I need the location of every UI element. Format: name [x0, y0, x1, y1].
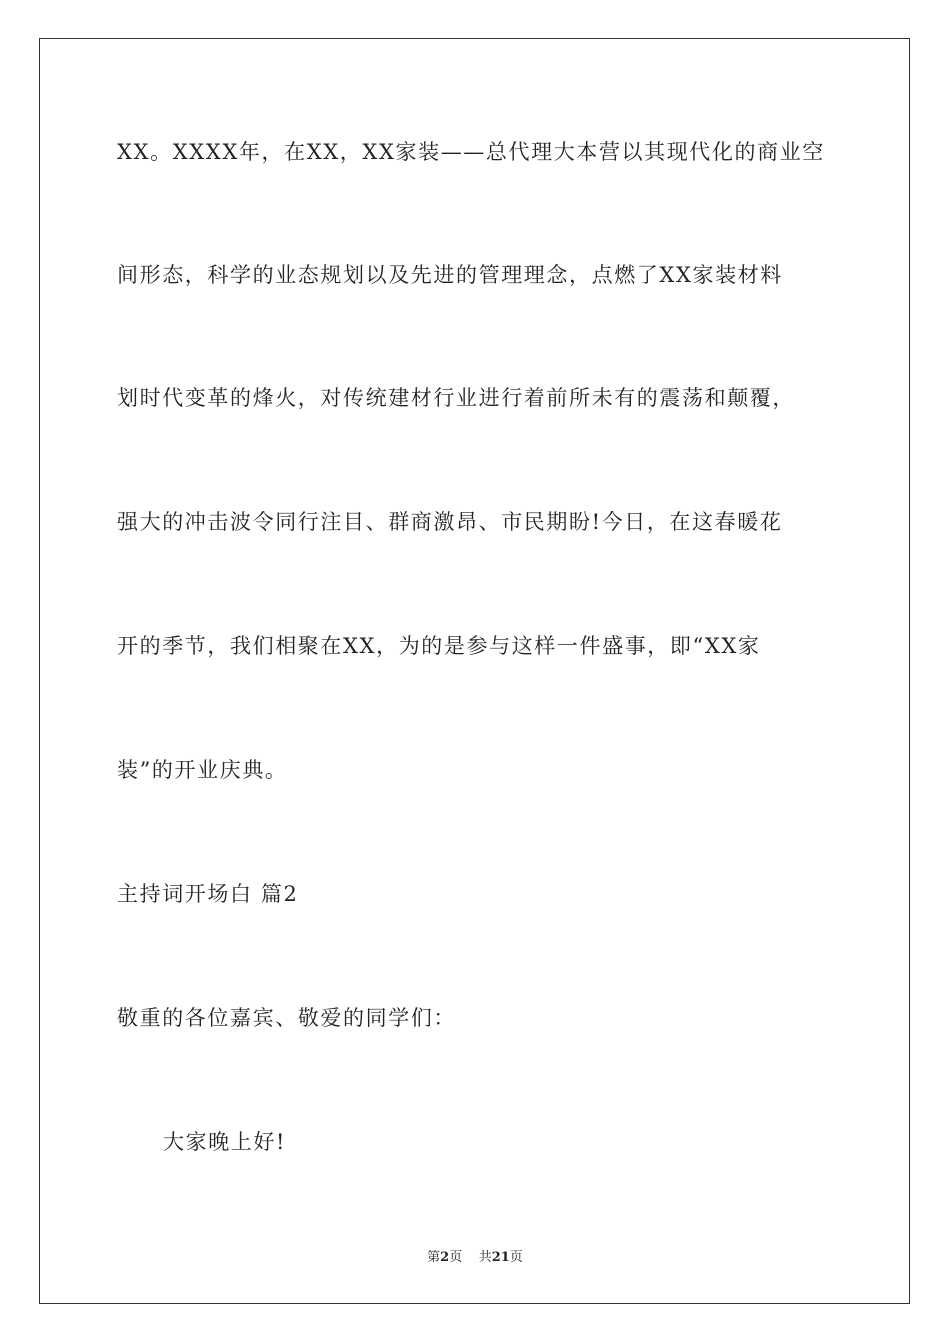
page-footer — [0, 1246, 950, 1265]
greeting: 大家晚上好! — [163, 1130, 287, 1154]
paragraph-line-4: 强大的冲击波令同行注目、群商激昂、市民期盼!今日，在这春暖花 — [117, 510, 783, 534]
paragraph-line-6: 装”的开业庆典。 — [117, 758, 288, 782]
total-suffix: 页 — [509, 1250, 523, 1265]
page-border — [39, 38, 910, 1304]
total-pages: 21 — [491, 1250, 510, 1265]
page-suffix: 页 — [449, 1250, 463, 1265]
paragraph-line-3: 划时代变革的烽火，对传统建材行业进行着前所未有的震荡和颠覆， — [117, 386, 795, 410]
paragraph-line-2: 间形态，科学的业态规划以及先进的管理理念，点燃了XX家装材料 — [117, 263, 783, 287]
page-prefix: 第 — [427, 1250, 441, 1265]
total-prefix: 共 — [478, 1250, 492, 1265]
paragraph-line-5: 开的季节，我们相聚在XX，为的是参与这样一件盛事，即“XX家 — [117, 634, 761, 658]
paragraph-line-1: XX。XXXX年，在XX，XX家装——总代理大本营以其现代化的商业空 — [117, 140, 825, 164]
salutation: 敬重的各位嘉宾、敬爱的同学们： — [117, 1006, 456, 1030]
section-heading: 主持词开场白 篇2 — [117, 882, 299, 906]
page-number: 2 — [440, 1250, 450, 1265]
